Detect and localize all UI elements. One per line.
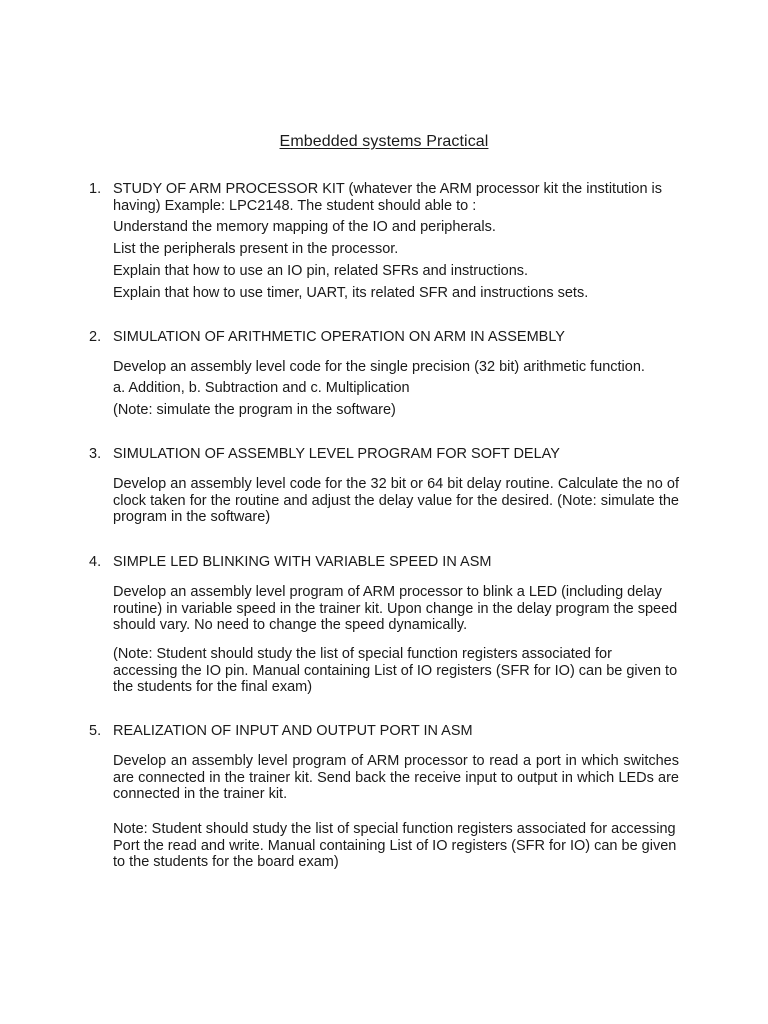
section-3-number: 3. bbox=[89, 446, 102, 462]
section-1-paragraph-1: Understand the memory mapping of the IO and peripherals. bbox=[113, 219, 496, 235]
section-2-paragraph-2: a. Addition, b. Subtraction and c. Multiplication bbox=[113, 380, 410, 396]
section-1-paragraph-3: Explain that how to use an IO pin, related SFRs and instructions. bbox=[113, 263, 529, 279]
section-2-number: 2. bbox=[89, 329, 102, 345]
section-5-paragraph-1: Develop an assembly level program of ARM processor to read a port in which switches are connected in the trainer kit. Send back the receive input to output in which LEDs are connected in the trainer kit. bbox=[113, 753, 679, 802]
document-title: Embedded systems Practical bbox=[279, 133, 489, 150]
section-5-number: 5. bbox=[89, 723, 102, 739]
section-4-paragraph-2: (Note: Student should study the list of special function registers associated for accessing the IO pin. Manual containing List of IO registers (SFR for IO) can be given to the students for the final exam) bbox=[113, 646, 678, 695]
section-2-paragraph-3: (Note: simulate the program in the software) bbox=[113, 402, 396, 418]
section-1-paragraph-2: List the peripherals present in the processor. bbox=[113, 241, 399, 257]
section-1-number: 1. bbox=[89, 181, 102, 197]
section-5-heading: REALIZATION OF INPUT AND OUTPUT PORT IN ASM bbox=[113, 723, 473, 739]
section-4-paragraph-1: Develop an assembly level program of ARM processor to blink a LED (including delay routine) in variable speed in the trainer kit. Upon change in the delay program the speed should vary. No need to change the speed dynamically. bbox=[113, 584, 678, 633]
section-4-number: 4. bbox=[89, 554, 102, 570]
section-2-paragraph-1: Develop an assembly level code for the single precision (32 bit) arithmetic function. bbox=[113, 359, 645, 375]
section-3-paragraph-1: Develop an assembly level code for the 32 bit or 64 bit delay routine. Calculate the no of clock taken for the routine and adjust the delay value for the desired. (Note: simulate the program in the software) bbox=[113, 476, 679, 525]
section-4-heading: SIMPLE LED BLINKING WITH VARIABLE SPEED IN ASM bbox=[113, 554, 492, 570]
section-3-heading: SIMULATION OF ASSEMBLY LEVEL PROGRAM FOR SOFT DELAY bbox=[113, 446, 560, 462]
section-1-paragraph-4: Explain that how to use timer, UART, its related SFR and instructions sets. bbox=[113, 285, 589, 301]
section-2-heading: SIMULATION OF ARITHMETIC OPERATION ON ARM IN ASSEMBLY bbox=[113, 329, 565, 345]
section-1-heading: STUDY OF ARM PROCESSOR KIT (whatever the ARM processor kit the institution is having) Example: LPC2148. The student should able to : bbox=[113, 181, 663, 214]
section-5-paragraph-2: Note: Student should study the list of special function registers associated for accessing Port the read and write. Manual containing List of IO registers (SFR for IO) can be given to the students for the board exam) bbox=[113, 821, 677, 870]
